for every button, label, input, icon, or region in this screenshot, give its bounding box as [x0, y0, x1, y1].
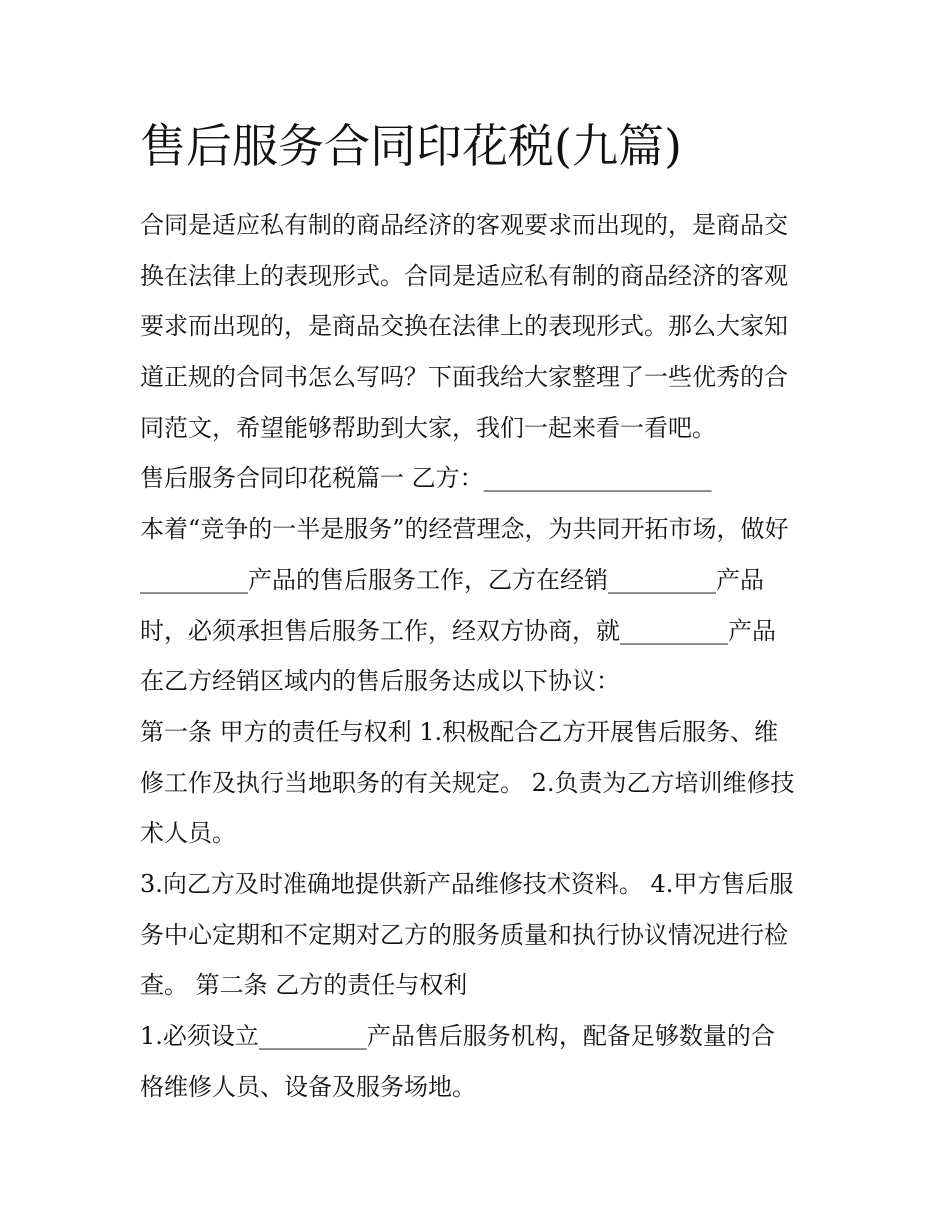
body-line: 同范文，希望能够帮助到大家，我们一起来看一看吧。	[140, 413, 716, 442]
body-line: 术人员。	[140, 819, 236, 848]
document-body	[140, 200, 820, 1112]
body-line: 换在法律上的表现形式。合同是适应私有制的商品经济的客观	[140, 261, 788, 290]
document-title: 售后服务合同印花税(九篇)	[140, 119, 682, 173]
body-line: 第一条 甲方的责任与权利 1.积极配合乙方开展售后服务、维	[140, 717, 779, 746]
body-line: 1.必须设立_________产品售后服务机构，配备足够数量的合	[140, 1022, 775, 1050]
body-line: 修工作及执行当地职务的有关规定。 2.负责为乙方培训维修技	[140, 768, 795, 797]
body-line: 在乙方经销区域内的售后服务达成以下协议：	[140, 667, 620, 696]
body-line: 道正规的合同书怎么写吗？下面我给大家整理了一些优秀的合	[140, 363, 788, 392]
body-line: 查。 第二条 乙方的责任与权利	[140, 971, 468, 1000]
body-line: 务中心定期和不定期对乙方的服务质量和执行协议情况进行检	[140, 920, 788, 949]
body-line: 3.向乙方及时准确地提供新产品维修技术资料。 4.甲方售后服	[140, 869, 794, 898]
body-line: 本着“竞争的一半是服务”的经营理念，为共同开拓市场，做好	[140, 515, 789, 544]
body-line: _________产品的售后服务工作，乙方在经销_________产品	[140, 565, 764, 594]
body-line: 合同是适应私有制的商品经济的客观要求而出现的，是商品交	[140, 211, 788, 239]
body-line: 时，必须承担售后服务工作，经双方协商，就_________产品	[140, 616, 776, 645]
body-line: 格维修人员、设备及服务场地。	[140, 1072, 476, 1101]
body-line: 售后服务合同印花税篇一 乙方：___________________	[140, 464, 712, 493]
body-line: 要求而出现的，是商品交换在法律上的表现形式。那么大家知	[140, 312, 788, 341]
